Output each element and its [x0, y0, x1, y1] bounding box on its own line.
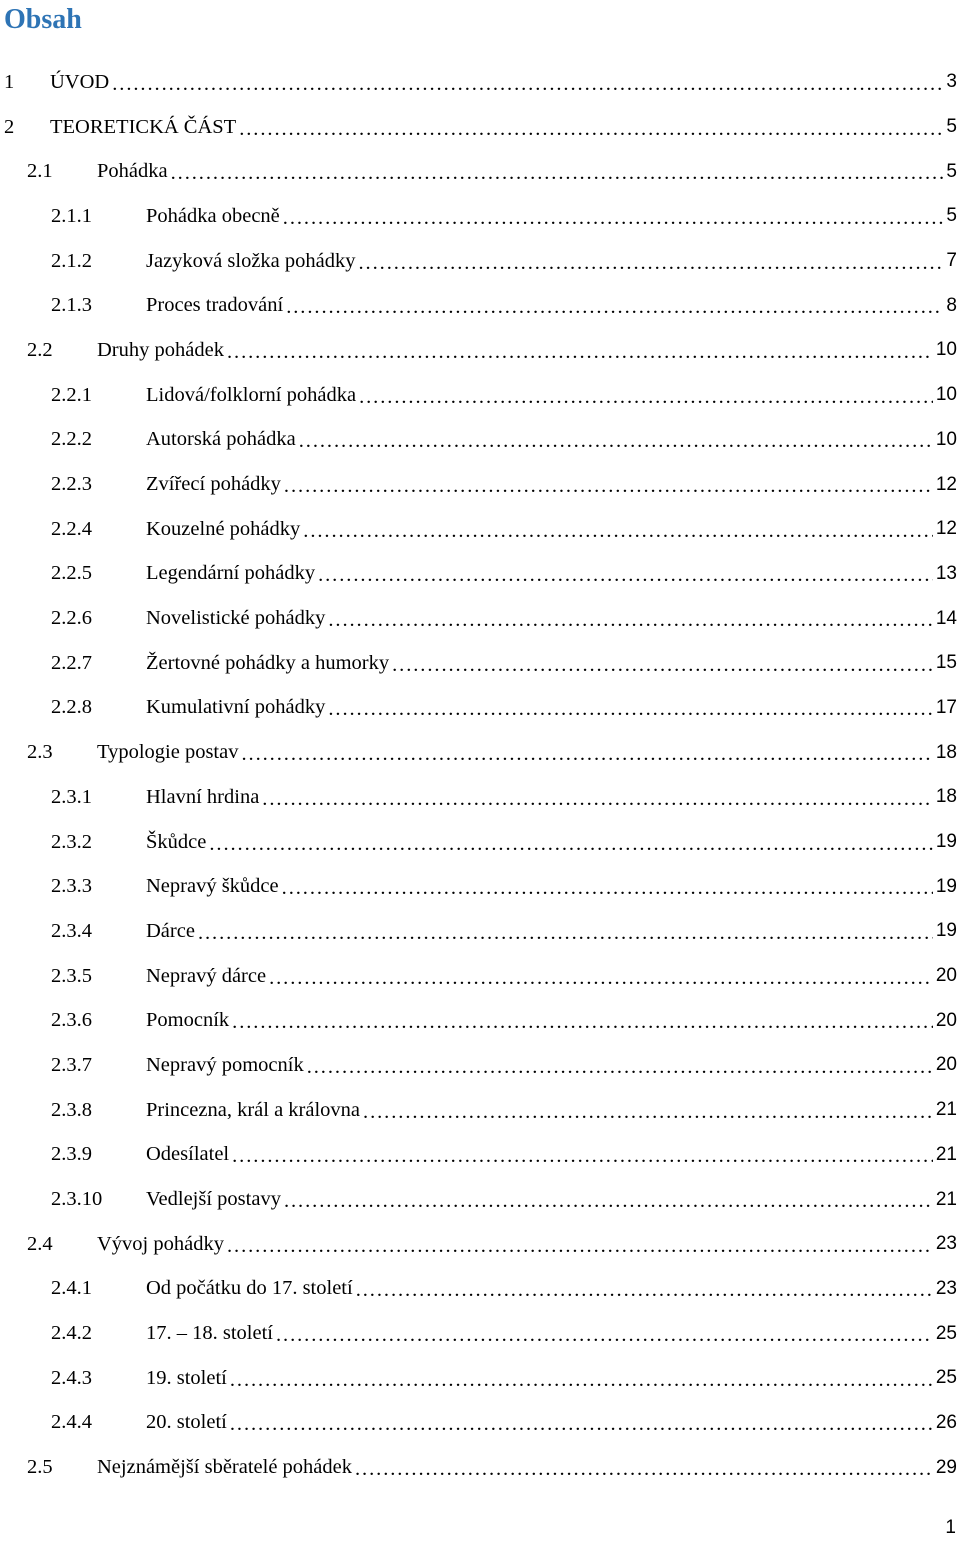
- toc-entry-title[interactable]: Proces tradování: [146, 294, 284, 317]
- toc-entry-number: 2.1.1: [51, 204, 92, 227]
- toc-dot-leader: [355, 1458, 933, 1481]
- toc-entry-title[interactable]: Princezna, král a královna: [146, 1098, 361, 1121]
- toc-entry-page: 21: [935, 1099, 957, 1121]
- toc-entry[interactable]: [0, 864, 960, 909]
- toc-entry[interactable]: [0, 552, 960, 597]
- toc-dot-leader: [363, 1101, 933, 1124]
- toc-dot-leader: [284, 1190, 933, 1213]
- toc-entry-number: 2.2.1: [51, 383, 92, 406]
- toc-entry-page: 13: [935, 562, 957, 584]
- toc-entry-page: 10: [935, 384, 957, 406]
- toc-entry-title[interactable]: Legendární pohádky: [146, 562, 316, 585]
- toc-entry-page: 17: [935, 696, 957, 718]
- toc-entry-title[interactable]: Nepravý škůdce: [146, 875, 279, 898]
- toc-entry-page: 19: [935, 920, 957, 942]
- toc-entry-title[interactable]: Pomocník: [146, 1009, 230, 1032]
- toc-entry-page: 20: [935, 965, 957, 987]
- toc-entry-number: 2.3.2: [51, 830, 92, 853]
- toc-entry[interactable]: [0, 418, 960, 463]
- toc-dot-leader: [241, 743, 932, 766]
- toc-dot-leader: [171, 162, 944, 185]
- toc-entry-number: 2.2.3: [51, 473, 92, 496]
- toc-entry[interactable]: [0, 1356, 960, 1401]
- toc-entry-page: 5: [946, 160, 957, 182]
- toc-dot-leader: [262, 788, 933, 811]
- toc-dot-leader: [299, 430, 933, 453]
- toc-entry-page: 12: [935, 473, 957, 495]
- toc-entry-page: 21: [935, 1188, 957, 1210]
- toc-entry-number: 2.3.8: [51, 1098, 92, 1121]
- toc-entry-page: 8: [946, 294, 957, 316]
- toc-entry[interactable]: [0, 149, 960, 194]
- toc-entry-title[interactable]: Kumulativní pohádky: [146, 696, 326, 719]
- toc-dot-leader: [356, 1279, 933, 1302]
- toc-entry-title[interactable]: Pohádka: [97, 160, 168, 183]
- toc-entry-title[interactable]: Od počátku do 17. století: [146, 1277, 353, 1300]
- table-of-contents: [0, 60, 960, 1490]
- toc-entry[interactable]: [0, 1311, 960, 1356]
- toc-dot-leader: [230, 1413, 933, 1436]
- toc-entry[interactable]: [0, 328, 960, 373]
- toc-entry-number: 2.3.4: [51, 919, 92, 942]
- toc-entry-title[interactable]: Odesílatel: [146, 1143, 230, 1166]
- toc-entry[interactable]: [0, 641, 960, 686]
- toc-entry-page: 26: [935, 1411, 957, 1433]
- toc-entry-title[interactable]: 20. století: [146, 1411, 227, 1434]
- page-title: Obsah: [4, 4, 82, 35]
- toc-entry-number: 2.4.4: [51, 1411, 92, 1434]
- toc-entry-number: 1: [4, 70, 15, 93]
- toc-dot-leader: [303, 520, 933, 543]
- toc-entry-title[interactable]: 19. století: [146, 1366, 227, 1389]
- toc-entry[interactable]: [0, 194, 960, 239]
- toc-entry-number: 2.2.8: [51, 696, 92, 719]
- toc-entry-page: 23: [935, 1233, 957, 1255]
- toc-entry-title[interactable]: ÚVOD: [50, 70, 110, 93]
- toc-entry-number: 2.3.9: [51, 1143, 92, 1166]
- toc-entry-page: 12: [935, 518, 957, 540]
- toc-entry-number: 2.3.6: [51, 1009, 92, 1032]
- toc-entry[interactable]: [0, 730, 960, 775]
- toc-entry-title[interactable]: Autorská pohádka: [146, 428, 296, 451]
- toc-dot-leader: [282, 877, 933, 900]
- toc-entry-number: 2.2.6: [51, 607, 92, 630]
- toc-entry-page: 18: [935, 741, 957, 763]
- toc-entry-title[interactable]: Hlavní hrdina: [146, 785, 260, 808]
- toc-entry-number: 2.5: [27, 1456, 53, 1479]
- toc-entry[interactable]: [0, 239, 960, 284]
- toc-entry-page: 20: [935, 1009, 957, 1031]
- toc-entry-page: 5: [946, 116, 957, 138]
- toc-dot-leader: [239, 118, 943, 141]
- toc-entry-title[interactable]: Novelistické pohádky: [146, 607, 326, 630]
- toc-entry-title[interactable]: Druhy pohádek: [97, 338, 224, 361]
- toc-entry-page: 7: [946, 250, 957, 272]
- toc-entry-number: 2.2: [27, 338, 53, 361]
- toc-entry[interactable]: [0, 909, 960, 954]
- toc-entry-number: 2.2.5: [51, 562, 92, 585]
- toc-entry-title[interactable]: Nepravý pomocník: [146, 1053, 304, 1076]
- toc-entry-page: 3: [946, 71, 957, 93]
- toc-entry-title[interactable]: Nejznámější sběratelé pohádek: [97, 1456, 352, 1479]
- toc-entry[interactable]: [0, 1133, 960, 1178]
- toc-dot-leader: [112, 73, 943, 96]
- toc-entry-number: 2.3.1: [51, 785, 92, 808]
- toc-entry[interactable]: [0, 1043, 960, 1088]
- toc-entry[interactable]: [0, 1267, 960, 1312]
- toc-entry-title[interactable]: Žertovné pohádky a humorky: [146, 651, 390, 674]
- toc-entry[interactable]: [0, 462, 960, 507]
- toc-dot-leader: [227, 341, 933, 364]
- toc-dot-leader: [318, 564, 933, 587]
- toc-entry-page: 10: [935, 339, 957, 361]
- toc-entry-title[interactable]: TEORETICKÁ ČÁST: [50, 115, 237, 138]
- toc-entry-page: 25: [935, 1322, 957, 1344]
- toc-dot-leader: [198, 922, 933, 945]
- toc-entry-page: 19: [935, 831, 957, 853]
- toc-dot-leader: [307, 1056, 933, 1079]
- toc-entry-number: 2.1.3: [51, 294, 92, 317]
- toc-entry-number: 2.3: [27, 741, 53, 764]
- toc-entry-title[interactable]: Pohádka obecně: [146, 204, 280, 227]
- toc-entry-page: 21: [935, 1143, 957, 1165]
- toc-dot-leader: [209, 833, 933, 856]
- toc-dot-leader: [286, 296, 943, 319]
- page-number: 1: [945, 1517, 956, 1538]
- toc-entry-title[interactable]: Vedlejší postavy: [146, 1188, 281, 1211]
- toc-entry[interactable]: [0, 105, 960, 150]
- toc-entry-number: 2.4.2: [51, 1322, 92, 1345]
- toc-entry-number: 2.3.3: [51, 875, 92, 898]
- toc-entry-page: 19: [935, 875, 957, 897]
- toc-entry-number: 2.3.5: [51, 964, 92, 987]
- toc-dot-leader: [328, 609, 933, 632]
- toc-entry-page: 29: [935, 1456, 957, 1478]
- toc-entry-page: 20: [935, 1054, 957, 1076]
- toc-entry-title[interactable]: Typologie postav: [97, 741, 239, 764]
- toc-entry-page: 10: [935, 428, 957, 450]
- toc-entry-page: 18: [935, 786, 957, 808]
- toc-entry-number: 2.4.3: [51, 1366, 92, 1389]
- toc-entry[interactable]: [0, 775, 960, 820]
- toc-entry-title[interactable]: Lidová/folklorní pohádka: [146, 383, 357, 406]
- toc-entry-title[interactable]: Dárce: [146, 919, 195, 942]
- toc-entry-page: 5: [946, 205, 957, 227]
- toc-entry-number: 2.2.7: [51, 651, 92, 674]
- toc-entry-number: 2.3.7: [51, 1053, 92, 1076]
- toc-entry-number: 2.2.2: [51, 428, 92, 451]
- toc-dot-leader: [283, 207, 944, 230]
- toc-entry[interactable]: [0, 820, 960, 865]
- toc-entry[interactable]: [0, 1401, 960, 1446]
- toc-entry[interactable]: [0, 507, 960, 552]
- toc-dot-leader: [269, 967, 933, 990]
- toc-entry[interactable]: [0, 686, 960, 731]
- toc-dot-leader: [276, 1324, 933, 1347]
- toc-dot-leader: [232, 1011, 933, 1034]
- toc-entry[interactable]: [0, 1088, 960, 1133]
- toc-entry-number: 2.4.1: [51, 1277, 92, 1300]
- toc-entry-title[interactable]: Nepravý dárce: [146, 964, 267, 987]
- toc-entry-number: 2.4: [27, 1232, 53, 1255]
- toc-dot-leader: [392, 654, 933, 677]
- toc-dot-leader: [232, 1145, 933, 1168]
- toc-dot-leader: [230, 1369, 933, 1392]
- toc-entry-page: 14: [935, 607, 957, 629]
- toc-entry[interactable]: [0, 998, 960, 1043]
- toc-entry[interactable]: [0, 283, 960, 328]
- toc-entry[interactable]: [0, 1445, 960, 1490]
- toc-entry-number: 2.1: [27, 160, 53, 183]
- toc-dot-leader: [227, 1235, 933, 1258]
- toc-entry-title[interactable]: Škůdce: [146, 830, 207, 853]
- toc-entry-number: 2.3.10: [51, 1188, 103, 1211]
- toc-entry[interactable]: [0, 1222, 960, 1267]
- toc-entry-page: 15: [935, 652, 957, 674]
- toc-entry[interactable]: [0, 954, 960, 999]
- toc-entry-title[interactable]: Zvířecí pohádky: [146, 473, 281, 496]
- toc-entry[interactable]: [0, 373, 960, 418]
- toc-entry-title[interactable]: Jazyková složka pohádky: [146, 249, 356, 272]
- toc-dot-leader: [284, 475, 933, 498]
- toc-entry-page: 25: [935, 1367, 957, 1389]
- toc-dot-leader: [359, 386, 933, 409]
- toc-entry-page: 23: [935, 1277, 957, 1299]
- toc-entry[interactable]: [0, 1177, 960, 1222]
- toc-entry[interactable]: [0, 596, 960, 641]
- toc-entry-title[interactable]: Kouzelné pohádky: [146, 517, 301, 540]
- toc-dot-leader: [359, 252, 944, 275]
- toc-entry[interactable]: [0, 60, 960, 105]
- toc-entry-number: 2.2.4: [51, 517, 92, 540]
- toc-dot-leader: [328, 698, 933, 721]
- toc-entry-number: 2: [4, 115, 15, 138]
- toc-entry-number: 2.1.2: [51, 249, 92, 272]
- toc-entry-title[interactable]: Vývoj pohádky: [97, 1232, 224, 1255]
- toc-entry-title[interactable]: 17. – 18. století: [146, 1322, 273, 1345]
